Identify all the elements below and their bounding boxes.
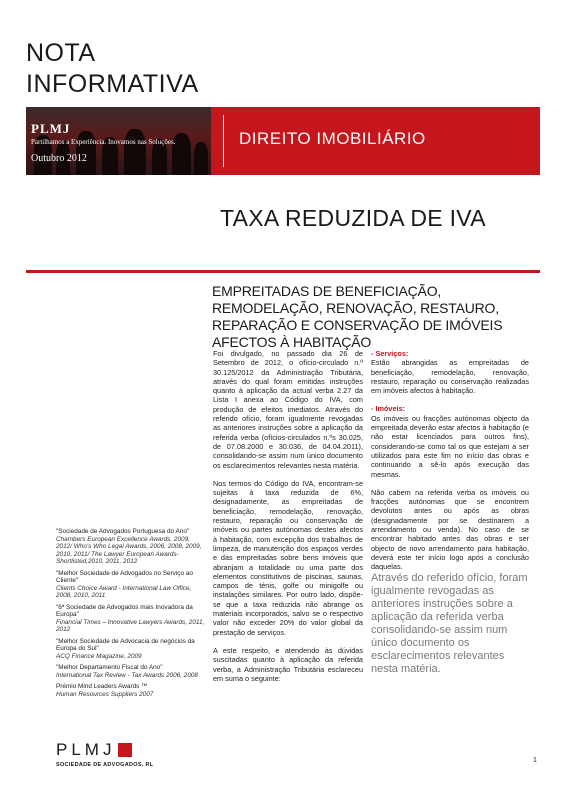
article-subtitle: EMPREITADAS DE BENEFICIAÇÃO, REMODELAÇÃO, RENOVAÇÃO, RESTAURO, REPARAÇÃO E CONSERVAÇÃO DE IMÓVEIS AFECTOS À HABITAÇÃO — [212, 283, 503, 350]
award-source: Clients Choice Award - International Law Office, 2008, 2010, 2011 — [56, 584, 192, 599]
section-title: DIREITO IMOBILIÁRIO — [239, 129, 426, 148]
award-title: Prémio Mind Leaders Awards ™ — [56, 683, 148, 690]
banner-logo: PLMJ — [31, 121, 71, 136]
award-title: "Sociedade de Advogados Portuguesa do Ano" — [56, 528, 190, 535]
text-column-2 — [371, 349, 529, 581]
page-number: 1 — [533, 757, 537, 764]
header-banner — [26, 107, 540, 175]
pull-quote: Através do referido ofício, foram igualmente revogadas as anteriores instruções sobre a aplicação da referida verba consolidando-se assim num único documento os esclarecimentos relevantes nesta matéria. — [371, 572, 528, 675]
award-source: Human Resources Suppliers 2007 — [56, 690, 154, 698]
award-title: "Melhor Sociedade de Advocacia de negócios da Europa do Sul" — [56, 637, 195, 652]
paragraph: Foi divulgado, no passado dia 26 de Setembro de 2012, o ofício-circulado n.º 30.125/2012 da Administração Tributária, através do qual foram emitidas instruções quanto à aplicação da actual verba 2.27 da Lista I anexa ao Código do IVA, com produção de efeitos imediatos. Através do referido ofício, foram igualmente revogadas as anteriores instruções sobre a aplicação da referida verba (ofícios-circulados n.ºs 30.025, de 07.08.2000 e 30.036, de 04.04.2011), consolidando-se assim num único documento os esclarecimentos relevantes nesta matéria. — [213, 349, 363, 470]
document-title — [26, 38, 199, 100]
award-source: ACQ Finance Magazine, 2009 — [56, 652, 142, 660]
main-title: TAXA REDUZIDA DE IVA — [220, 205, 486, 231]
servicos-section — [371, 349, 529, 395]
red-divider — [26, 270, 540, 273]
footer-logo-text: PLMJ — [56, 740, 116, 759]
banner-divider — [223, 115, 224, 167]
footer-logo-subtitle: SOCIEDADE DE ADVOGADOS, RL — [56, 762, 154, 768]
imoveis-text: Os imóveis ou fracções autónomas objecto da empreitada deverão estar afectos à habitação (e não estar licenciados para outros fins), considerando-se como tal os que estejam a ser utilizados para este fim no início das obras e continuando a sê-lo após execução das mesmas. — [371, 413, 529, 479]
title-line-1: NOTA — [26, 39, 96, 67]
banner-photo — [26, 107, 211, 175]
banner-date: Outubro 2012 — [31, 153, 87, 164]
servicos-text: Estão abrangidas as empreitadas de beneficiação, remodelação, renovação, restauro, reparação ou conservação realizadas em imóveis afectos à habitação. — [371, 358, 529, 396]
paragraph: Nos termos do Código do IVA, encontram-se sujeitas à taxa reduzida de 6%, designadamente, as empreitadas de beneficiação, remodelação, renovação, restauro, reparação ou conservação de imóveis ou partes autónomas destes afectos à habitação, com excepção dos trabalhos de limpeza, de manutenção dos espaços verdes e das empreitadas sobre bens imóveis que abranjam a totalidade ou uma parte dos elementos constitutivos de piscinas, saunas, campos de ténis, golfe ou minigolfe ou instalações similares. Por outro lado, dispõe-se que a taxa reduzida não abrange os materiais incorporados, salvo se o respectivo valor não exceder 20% do valor global da prestação de serviços. — [213, 478, 363, 637]
award-item — [56, 638, 206, 661]
award-item — [56, 604, 206, 634]
award-item — [56, 528, 206, 566]
paragraph: Não cabem na referida verba os imóveis ou fracções autónomas que se encontrem devolutos antes ou após as obras (designadamente por se destinarem a arrendamento ou venda). No caso de se encontrar habitado antes das obras e ser objecto de novo arrendamento para habitação, deverá este ter início logo após a conclusão daquelas. — [371, 487, 529, 572]
award-item — [56, 664, 206, 679]
award-item — [56, 683, 206, 698]
title-line-2: INFORMATIVA — [26, 70, 199, 98]
award-title: "6ª Sociedade de Advogados mais Inovadora da Europa" — [56, 603, 193, 618]
award-source: International Tax Review - Tax Awards 2006, 2008 — [56, 671, 198, 679]
imoveis-heading: - Imóveis: — [371, 404, 406, 414]
award-title: "Melhor Sociedade de Advogados no Serviço ao Cliente" — [56, 569, 193, 584]
logo-square-icon — [118, 743, 132, 757]
footer-logo — [56, 740, 153, 768]
award-source: Financial Times – Innovative Lawyers Awards, 2011, 2012 — [56, 618, 205, 633]
paragraph: A este respeito, e atendendo às dúvidas suscitadas quanto à aplicação da referida verba, a Administração Tributária esclareceu em suma o seguinte: — [213, 645, 363, 683]
awards-list — [56, 528, 206, 702]
award-title: "Melhor Departamento Fiscal do Ano" — [56, 664, 163, 671]
imoveis-section — [371, 404, 529, 478]
award-source: Chambers European Excellence Awards, 2009, 2012/ Who's Who Legal Awards, 2006, 2008, 2009, 2010, 2011/ The Lawyer European Awards-Shortlisted,2010, 2011, 2012 — [56, 535, 202, 565]
banner-tagline: Partilhamos a Experiência. Inovamos nas Soluções. — [31, 138, 176, 146]
award-item — [56, 570, 206, 600]
servicos-heading: - Serviços: — [371, 349, 409, 358]
text-column-1 — [213, 349, 363, 692]
